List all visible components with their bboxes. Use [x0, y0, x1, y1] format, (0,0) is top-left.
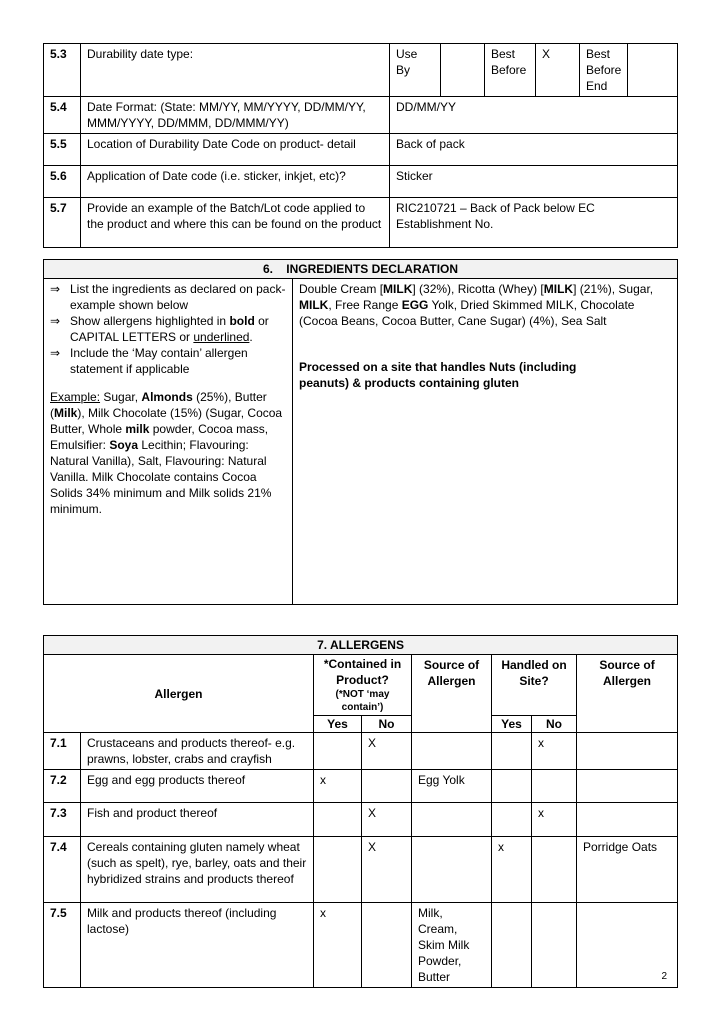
contained-yes — [314, 837, 362, 903]
option-use-by-mark — [441, 44, 485, 97]
handled-yes — [492, 770, 532, 803]
page-number: 2 — [661, 971, 667, 982]
section-title: 7. ALLERGENS — [44, 636, 678, 655]
section-header-row — [44, 260, 678, 279]
allergen-source: Milk, Cream, Skim Milk Powder, Butter — [412, 903, 492, 988]
option-best-before-end-mark — [628, 44, 678, 97]
row-number: 5.4 — [44, 97, 81, 134]
ingredients-list: Double Cream [MILK] (32%), Ricotta (Whey) [MILK] (21%), Sugar, MILK, Free Range EGG Yolk, Dried Skimmed MILK, Chocolate (Cocoa Beans, Cocoa Butter, Cane Sugar) (4%), Sea Salt — [299, 282, 654, 328]
column-header-source: Source of Allergen — [412, 655, 492, 733]
allergen-source — [412, 733, 492, 770]
table-row — [44, 44, 678, 97]
contained-yes: x — [314, 770, 362, 803]
section-title: 6. INGREDIENTS DECLARATION — [44, 260, 678, 279]
durability-table — [43, 43, 678, 248]
handled-no — [532, 903, 577, 988]
answer-text: RIC210721 – Back of Pack below EC Establishment No. — [390, 198, 678, 248]
subheader-no-2: No — [532, 716, 577, 733]
ingredients-cell — [293, 279, 678, 605]
table-row — [44, 837, 678, 903]
column-header-contained: *Contained in Product? (*NOT ‘may contain’) — [314, 655, 412, 716]
option-best-before-end: Best Before End — [580, 44, 628, 97]
handled-no: x — [532, 733, 577, 770]
contained-yes: x — [314, 903, 362, 988]
allergen-name: Fish and product thereof — [81, 803, 314, 837]
handled-no: x — [532, 803, 577, 837]
allergen-source-2 — [577, 803, 678, 837]
handled-no — [532, 837, 577, 903]
question-text: Date Format: (State: MM/YY, MM/YYYY, DD/MM/YY, MMM/YYYY, DD/MMM, DD/MMM/YY) — [81, 97, 390, 134]
arrow-icon: ⇒ — [50, 346, 61, 360]
subheader-yes: Yes — [314, 716, 362, 733]
arrow-icon: ⇒ — [50, 314, 61, 328]
column-header-allergen: Allergen — [44, 655, 314, 733]
may-contain-statement: Processed on a site that handles Nuts (including peanuts) & products containing gluten — [299, 360, 577, 390]
column-header-handled: Handled on Site? — [492, 655, 577, 716]
table-row — [44, 134, 678, 166]
contained-yes — [314, 803, 362, 837]
table-row — [44, 803, 678, 837]
section-header-row — [44, 636, 678, 655]
allergen-name: Milk and products thereof (including lactose) — [81, 903, 314, 988]
arrow-icon: ⇒ — [50, 282, 61, 296]
question-text: Provide an example of the Batch/Lot code applied to the product and where this can be found on the product — [81, 198, 390, 248]
table-row — [44, 733, 678, 770]
allergen-source: Egg Yolk — [412, 770, 492, 803]
allergen-source — [412, 837, 492, 903]
allergen-source-2: Porridge Oats — [577, 837, 678, 903]
ingredients-table — [43, 259, 678, 605]
allergen-source — [412, 803, 492, 837]
example-text: Example: Sugar, Almonds (25%), Butter (Milk), Milk Chocolate (15%) (Sugar, Cocoa Butter, Whole milk powder, Cocoa mass, Emulsifier: Soya Lecithin; Flavouring: Natural Vanilla), Salt, Flavouring: Natural Vanilla. Milk Chocolate contains Cocoa Solids 34% minimum and Milk solids 21% minimum. — [50, 390, 283, 516]
handled-yes: x — [492, 837, 532, 903]
row-number: 7.1 — [44, 733, 81, 770]
table-row — [44, 903, 678, 988]
list-item: ⇒ Show allergens highlighted in bold or CAPITAL LETTERS or underlined. — [50, 314, 269, 344]
answer-text: Sticker — [390, 166, 678, 198]
table-row — [44, 770, 678, 803]
contained-no: X — [362, 803, 412, 837]
table-row — [44, 279, 678, 605]
list-item: ⇒ List the ingredients as declared on pack- example shown below — [50, 282, 286, 312]
contained-no — [362, 770, 412, 803]
contained-no — [362, 903, 412, 988]
row-number: 7.4 — [44, 837, 81, 903]
handled-yes — [492, 803, 532, 837]
table-row — [44, 166, 678, 198]
option-best-before: Best Before — [485, 44, 536, 97]
allergen-source-2 — [577, 770, 678, 803]
handled-yes — [492, 903, 532, 988]
option-best-before-mark: X — [536, 44, 580, 97]
contained-no: X — [362, 733, 412, 770]
guidance-cell — [44, 279, 293, 605]
question-text: Application of Date code (i.e. sticker, inkjet, etc)? — [81, 166, 390, 198]
column-header-source-2: Source of Allergen — [577, 655, 678, 733]
allergens-table — [43, 635, 678, 988]
answer-text: DD/MM/YY — [390, 97, 678, 134]
handled-no — [532, 770, 577, 803]
row-number: 7.5 — [44, 903, 81, 988]
subheader-no: No — [362, 716, 412, 733]
answer-text: Back of pack — [390, 134, 678, 166]
row-number: 7.3 — [44, 803, 81, 837]
allergen-source-2 — [577, 733, 678, 770]
contained-no: X — [362, 837, 412, 903]
contained-yes — [314, 733, 362, 770]
allergen-name: Egg and egg products thereof — [81, 770, 314, 803]
allergen-name: Cereals containing gluten namely wheat (such as spelt), rye, barley, oats and their hybridized strains and products thereof — [81, 837, 314, 903]
option-use-by: Use By — [390, 44, 441, 97]
list-item: ⇒ Include the ‘May contain’ allergen statement if applicable — [50, 346, 248, 376]
row-number: 5.7 — [44, 198, 81, 248]
row-number: 5.5 — [44, 134, 81, 166]
row-number: 5.3 — [44, 44, 81, 97]
table-row — [44, 97, 678, 134]
row-number: 5.6 — [44, 166, 81, 198]
handled-yes — [492, 733, 532, 770]
table-row — [44, 198, 678, 248]
question-text: Durability date type: — [81, 44, 390, 97]
row-number: 7.2 — [44, 770, 81, 803]
header-row — [44, 655, 678, 716]
subheader-yes-2: Yes — [492, 716, 532, 733]
allergen-name: Crustaceans and products thereof- e.g. prawns, lobster, crabs and crayfish — [81, 733, 314, 770]
question-text: Location of Durability Date Code on product- detail — [81, 134, 390, 166]
